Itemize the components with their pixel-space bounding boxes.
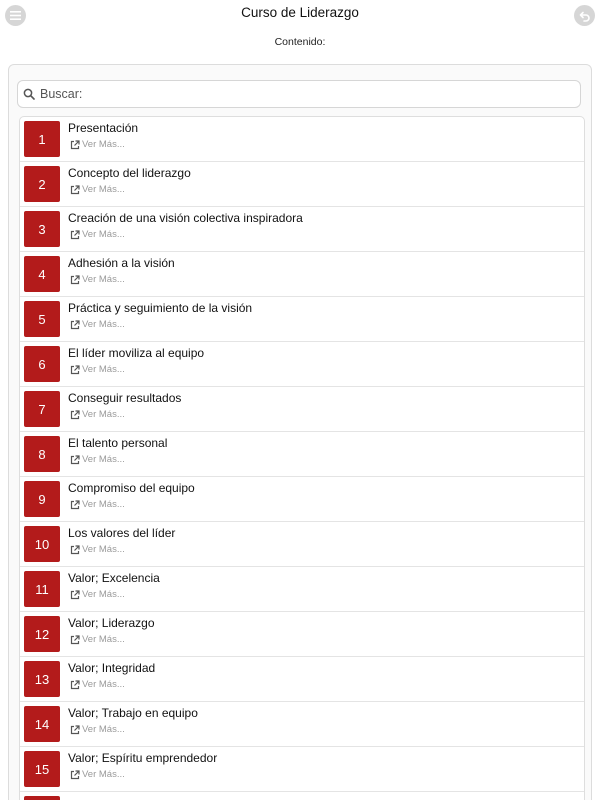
item-number-badge: 9 [24,481,60,517]
list-item[interactable] [20,567,584,612]
item-title: Presentación [68,121,139,135]
item-number-badge: 10 [24,526,60,562]
see-more-link[interactable] [70,364,125,375]
back-icon [579,10,591,22]
search-input[interactable] [40,83,570,105]
see-more-label: Ver Más... [82,544,125,555]
see-more-label: Ver Más... [82,184,125,195]
item-number-badge: 11 [24,571,60,607]
see-more-link[interactable] [70,724,125,735]
list-item[interactable] [20,702,584,747]
see-more-link[interactable] [70,454,125,465]
item-number-badge: 7 [24,391,60,427]
external-link-icon [70,770,80,780]
item-number-badge: 12 [24,616,60,652]
list-item[interactable] [20,522,584,567]
item-number-badge: 8 [24,436,60,472]
external-link-icon [70,410,80,420]
see-more-label: Ver Más... [82,499,125,510]
see-more-label: Ver Más... [82,274,125,285]
see-more-link[interactable] [70,139,125,150]
external-link-icon [70,680,80,690]
see-more-label: Ver Más... [82,589,125,600]
item-number-badge: 14 [24,706,60,742]
list-item[interactable] [20,297,584,342]
search-box[interactable] [17,80,581,108]
external-link-icon [70,230,80,240]
item-number-badge: 13 [24,661,60,697]
see-more-label: Ver Más... [82,409,125,420]
external-link-icon [70,500,80,510]
item-title: Valor; Excelencia [68,571,160,585]
item-title: Los valores del líder [68,526,176,540]
see-more-label: Ver Más... [82,229,125,240]
item-number-badge: 6 [24,346,60,382]
see-more-link[interactable] [70,679,125,690]
item-title: Práctica y seguimiento de la visión [68,301,253,315]
item-title: El talento personal [68,436,168,450]
see-more-link[interactable] [70,499,125,510]
external-link-icon [70,140,80,150]
external-link-icon [70,590,80,600]
see-more-link[interactable] [70,634,125,645]
list-item[interactable] [20,477,584,522]
item-number-badge [24,796,60,800]
external-link-icon [70,320,80,330]
see-more-link[interactable] [70,769,125,780]
see-more-link[interactable] [70,319,125,330]
see-more-label: Ver Más... [82,679,125,690]
external-link-icon [70,635,80,645]
item-title: Valor; Liderazgo [68,616,155,630]
external-link-icon [70,545,80,555]
external-link-icon [70,275,80,285]
list-item[interactable] [20,387,584,432]
see-more-label: Ver Más... [82,454,125,465]
item-title: Valor; Integridad [68,661,156,675]
external-link-icon [70,185,80,195]
list-item[interactable] [20,657,584,702]
external-link-icon [70,725,80,735]
item-number-badge: 4 [24,256,60,292]
list-item[interactable] [20,342,584,387]
see-more-link[interactable] [70,274,125,285]
see-more-link[interactable] [70,589,125,600]
see-more-link[interactable] [70,184,125,195]
see-more-label: Ver Más... [82,139,125,150]
external-link-icon [70,365,80,375]
list-item[interactable] [20,207,584,252]
page-subtitle: Contenido: [274,36,326,48]
item-title: Compromiso del equipo [68,481,195,495]
item-number-badge: 5 [24,301,60,337]
item-title: Creación de una visión colectiva inspiradora [68,211,303,225]
list-item[interactable] [20,432,584,477]
list-item[interactable] [20,747,584,792]
external-link-icon [70,455,80,465]
item-number-badge: 15 [24,751,60,787]
page-title: Curso de Liderazgo [241,5,359,20]
item-title: El líder moviliza al equipo [68,346,205,360]
item-title: Valor; Trabajo en equipo [68,706,198,720]
item-title: Valor; Espíritu emprendedor [68,751,218,765]
item-number-badge: 3 [24,211,60,247]
see-more-label: Ver Más... [82,634,125,645]
see-more-link[interactable] [70,544,125,555]
see-more-label: Ver Más... [82,724,125,735]
see-more-label: Ver Más... [82,319,125,330]
item-title: Conseguir resultados [68,391,182,405]
list-item[interactable] [20,162,584,207]
list-item[interactable] [20,117,584,162]
item-number-badge: 2 [24,166,60,202]
list-item[interactable] [20,612,584,657]
search-icon [23,88,35,100]
content-panel [8,64,592,800]
lesson-list [19,116,585,800]
item-number-badge: 1 [24,121,60,157]
see-more-link[interactable] [70,229,125,240]
see-more-label: Ver Más... [82,769,125,780]
header [0,0,600,60]
item-title: Concepto del liderazgo [68,166,191,180]
see-more-label: Ver Más... [82,364,125,375]
back-button[interactable] [574,5,595,26]
list-item[interactable] [20,792,584,800]
item-title: Adhesión a la visión [68,256,175,270]
see-more-link[interactable] [70,409,125,420]
list-item[interactable] [20,252,584,297]
